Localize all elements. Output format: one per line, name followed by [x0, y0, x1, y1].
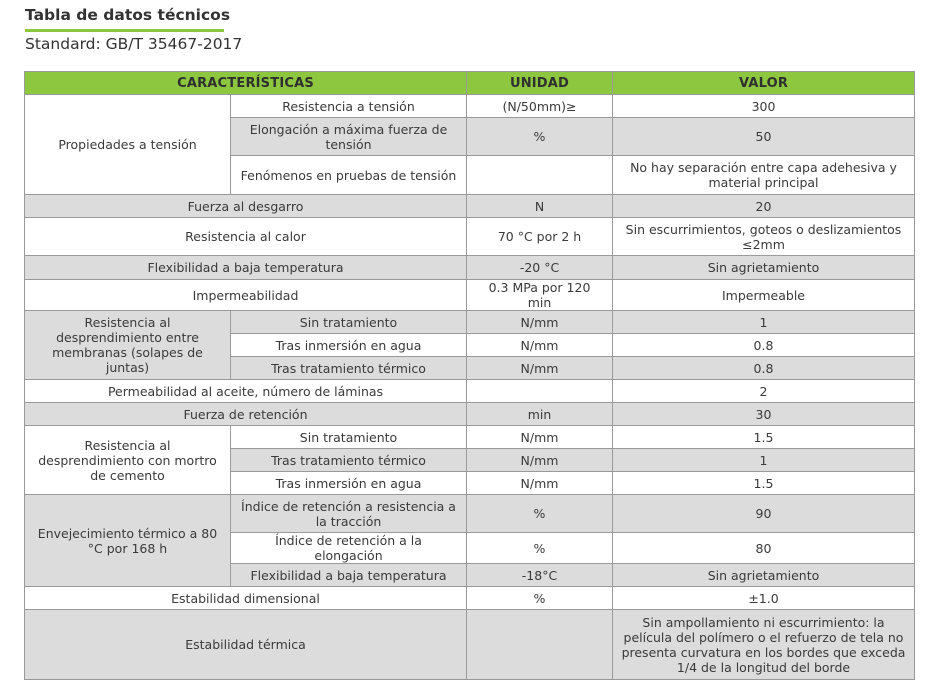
standard-label: Standard: GB/T 35467-2017	[25, 35, 243, 53]
row-unit: 70 °C por 2 h	[467, 218, 613, 256]
row-unit: 0.3 MPa por 120 min	[467, 280, 613, 311]
row-name: Resistencia al calor	[25, 218, 467, 256]
row-value: 0.8	[613, 357, 915, 380]
row-name: Fuerza de retención	[25, 403, 467, 426]
column-header-unidad: UNIDAD	[467, 72, 613, 95]
table-row	[25, 587, 915, 610]
row-value: Sin agrietamiento	[613, 256, 915, 280]
row-value: Sin agrietamiento	[613, 564, 915, 587]
table-row	[25, 495, 915, 533]
row-name: Flexibilidad a baja temperatura	[231, 564, 467, 587]
table-row	[25, 426, 915, 449]
row-name: Fuerza al desgarro	[25, 195, 467, 218]
row-unit: N/mm	[467, 449, 613, 472]
row-name: Tras tratamiento térmico	[231, 357, 467, 380]
row-unit	[467, 156, 613, 195]
row-unit: N/mm	[467, 426, 613, 449]
table-row	[25, 311, 915, 334]
row-name: Elongación a máxima fuerza de tensión	[231, 118, 467, 156]
technical-data-table	[24, 71, 915, 680]
table-row	[25, 380, 915, 403]
row-value: 90	[613, 495, 915, 533]
row-name: Estabilidad dimensional	[25, 587, 467, 610]
row-value: 30	[613, 403, 915, 426]
row-value: 1.5	[613, 426, 915, 449]
title-underline	[25, 29, 224, 32]
row-value: 80	[613, 533, 915, 564]
table-row	[25, 218, 915, 256]
group-label-membranas: Resistencia al desprendimiento entre membranas (solapes de juntas)	[25, 311, 231, 380]
row-name: Flexibilidad a baja temperatura	[25, 256, 467, 280]
page-title: Tabla de datos técnicos	[25, 6, 231, 24]
row-value: Sin ampollamiento ni escurrimiento: la película del polímero o el refuerzo de tela no presenta curvatura en los bordes que exceda 1/4 de la longitud del borde	[613, 610, 915, 680]
row-name: Impermeabilidad	[25, 280, 467, 311]
row-unit: N	[467, 195, 613, 218]
row-unit: -18°C	[467, 564, 613, 587]
row-value: ±1.0	[613, 587, 915, 610]
row-value: 1	[613, 449, 915, 472]
row-name: Índice de retención a la elongación	[231, 533, 467, 564]
row-value: 50	[613, 118, 915, 156]
row-unit	[467, 610, 613, 680]
row-name: Resistencia a tensión	[231, 95, 467, 118]
row-unit: (N/50mm)≥	[467, 95, 613, 118]
row-unit: %	[467, 495, 613, 533]
table-row	[25, 95, 915, 118]
row-unit: N/mm	[467, 357, 613, 380]
row-unit: %	[467, 533, 613, 564]
row-name: Permeabilidad al aceite, número de láminas	[25, 380, 467, 403]
row-unit: N/mm	[467, 472, 613, 495]
table-row	[25, 280, 915, 311]
row-value: No hay separación entre capa adehesiva y material principal	[613, 156, 915, 195]
row-unit: %	[467, 587, 613, 610]
row-value: Sin escurrimientos, goteos o deslizamientos ≤2mm	[613, 218, 915, 256]
table-row	[25, 610, 915, 680]
row-value: 1	[613, 311, 915, 334]
row-name: Sin tratamiento	[231, 426, 467, 449]
row-name: Sin tratamiento	[231, 311, 467, 334]
table-row	[25, 195, 915, 218]
row-unit: -20 °C	[467, 256, 613, 280]
row-unit: N/mm	[467, 334, 613, 357]
row-name: Tras inmersión en agua	[231, 334, 467, 357]
group-label-envejecimiento: Envejecimiento térmico a 80 °C por 168 h	[25, 495, 231, 587]
row-value: 300	[613, 95, 915, 118]
row-name: Tras tratamiento térmico	[231, 449, 467, 472]
row-name: Índice de retención a resistencia a la tracción	[231, 495, 467, 533]
row-value: 2	[613, 380, 915, 403]
row-unit: %	[467, 118, 613, 156]
group-label-tension: Propiedades a tensión	[25, 95, 231, 195]
column-header-valor: VALOR	[613, 72, 915, 95]
group-label-mortero: Resistencia al desprendimiento con mortro de cemento	[25, 426, 231, 495]
row-name: Fenómenos en pruebas de tensión	[231, 156, 467, 195]
table-row	[25, 403, 915, 426]
row-name: Tras inmersión en agua	[231, 472, 467, 495]
column-header-caracteristicas: CARACTERÍSTICAS	[25, 72, 467, 95]
row-unit: min	[467, 403, 613, 426]
row-unit	[467, 380, 613, 403]
row-name: Estabilidad térmica	[25, 610, 467, 680]
table-row	[25, 256, 915, 280]
row-unit: N/mm	[467, 311, 613, 334]
row-value: 20	[613, 195, 915, 218]
row-value: 0.8	[613, 334, 915, 357]
row-value: 1.5	[613, 472, 915, 495]
row-value: Impermeable	[613, 280, 915, 311]
